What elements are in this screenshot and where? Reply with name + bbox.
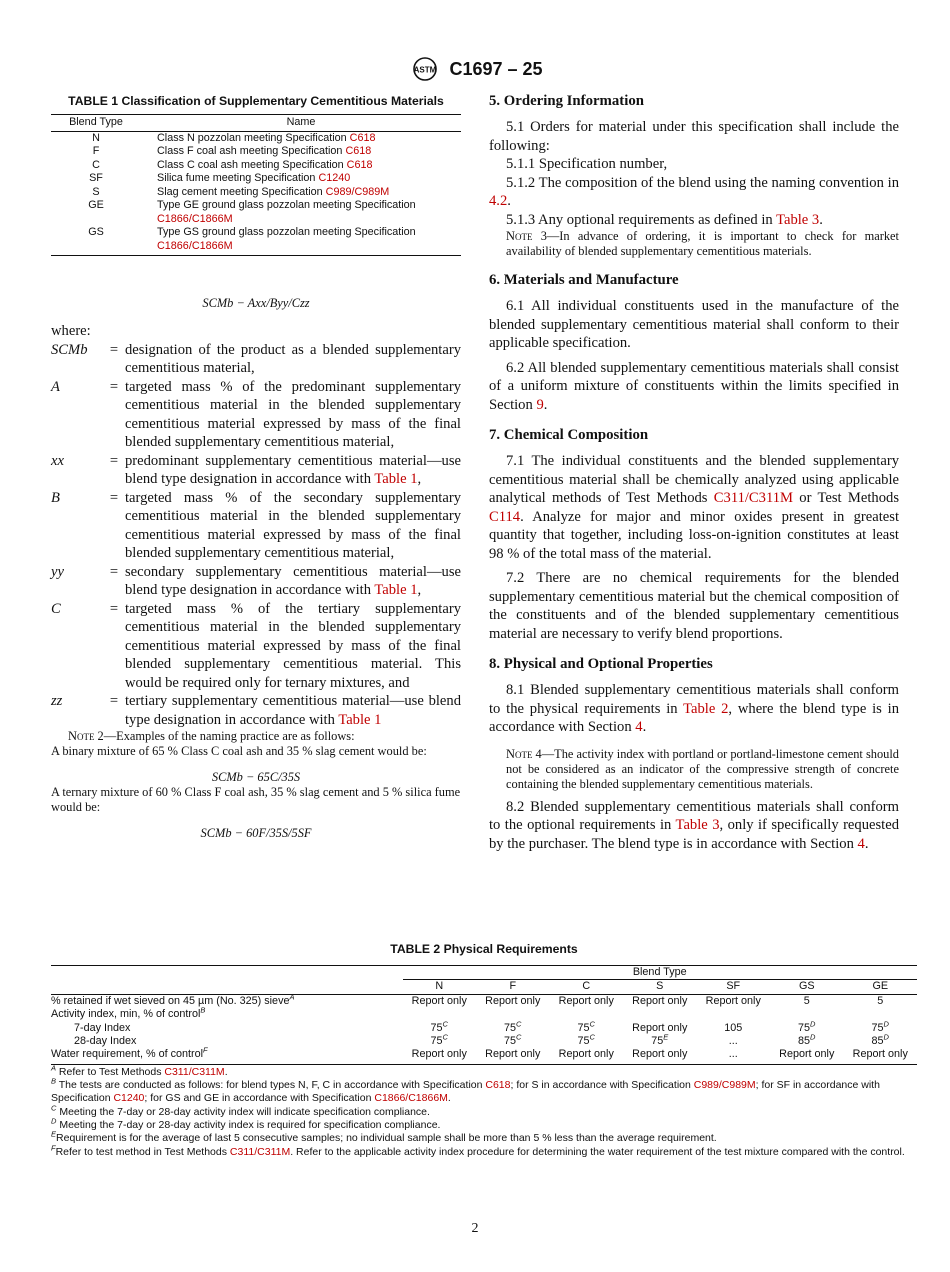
table2-cell: Report only [705, 994, 761, 1007]
table2-footnote: $^B$ The tests are conducted as follows: for blend types N, F, C in accordance with Specification C618; for S in accordance with Specification C989/C989M; for SF in accordance with Specification C1240; for GS and GE in accordance with Specification C1866/C1866M. [51, 1076, 880, 1105]
footnote-mark: D [883, 1019, 889, 1029]
table2-row [51, 1035, 917, 1048]
note-label: Note [68, 729, 95, 743]
table2-cell: $75^C$ [430, 1032, 448, 1048]
footnote-mark: F [203, 1045, 208, 1055]
table2-row [51, 1048, 917, 1061]
table2-cell: Report only [411, 1048, 467, 1061]
table2-footnote: $^D$ Meeting the 7-day or 28-day activity index is required for specification compliance. [51, 1116, 441, 1132]
equals-sign: = [109, 341, 119, 358]
spec-link[interactable]: C618 [349, 131, 376, 144]
blend-name-cell: Type GS ground glass pozzolan meeting Specification C1866/C1866M [141, 226, 461, 256]
para-8-1: 8.1 Blended supplementary cementitious materials shall conform to the physical requirements in Table 2, where the blend type is in accordance with Section 4. [489, 682, 900, 735]
para-8-2: 8.2 Blended supplementary cementitious materials shall conform to the optional requirements in Table 3, only if specifically requested by the purchaser. The blend type is in accordance with Section 4. [489, 798, 899, 852]
footnote-mark: C [516, 1032, 522, 1042]
table2-col-header: S [656, 980, 664, 993]
table-1-link[interactable]: Table 1 [374, 471, 418, 487]
naming-formula: SCMb − Axx/Byy/Czz [202, 296, 310, 310]
table2-cell [550, 1008, 624, 1021]
definition-symbol: zz [51, 693, 63, 709]
blend-type-cell: S [92, 185, 100, 198]
table2-cell [697, 1008, 771, 1021]
c311-link[interactable]: C311/C311M [713, 490, 793, 506]
definition-row [51, 341, 461, 378]
table2-row-label: 7-day Index [74, 1021, 131, 1034]
table2-footnote: $^F$Refer to test method in Test Methods C311/C311M. Refer to the applicable activity index procedure for determining the water requirement of the test mixture compared with the control. [51, 1143, 905, 1158]
spec-link[interactable]: C1866/C1866M [157, 212, 233, 225]
definition-symbol: SCMb [51, 341, 88, 358]
section-7-title: 7. Chemical Composition [489, 427, 649, 443]
where-label: where: [51, 323, 91, 339]
table2-cell: Report only [411, 994, 467, 1007]
definition-row [51, 378, 461, 452]
table2-cell [844, 1008, 918, 1021]
blend-type-cell: C [92, 158, 100, 171]
definition-text: designation of the product as a blended supplementary cementitious material, [125, 341, 461, 376]
para-7-1: 7.1 The individual constituents and the blended supplementary cementitious material shall be chemically analyzed using applicable analytical methods of Test Methods C311/C311M or Test Methods C114. Analyze for major and minor oxides present in greatest quantity that together, including loss-on-ignition constitutes at least 98 % of the total mass of the material. [489, 453, 899, 562]
table2-caption: TABLE 2 Physical Requirements [390, 942, 578, 956]
section-5-title: 5. Ordering Information [489, 93, 644, 109]
page-header [0, 56, 950, 82]
table2-cell [623, 1008, 697, 1021]
definition-symbol: B [51, 489, 60, 506]
definition-row [51, 452, 461, 489]
table1-row [51, 159, 461, 173]
footnote-mark: D [883, 1032, 889, 1042]
right-column [489, 92, 899, 853]
footnote-mark: D [810, 1019, 816, 1029]
table2-cell [770, 1008, 844, 1021]
table2-cell: $75^C$ [504, 1032, 522, 1048]
binary-example-text: A binary mixture of 65 % Class C coal ash and 35 % slag cement would be: [51, 744, 427, 758]
blend-name-cell: Type GE ground glass pozzolan meeting Specification C1866/C1866M [157, 199, 416, 225]
table-3-link-2[interactable]: Table 3 [675, 817, 720, 833]
section-9-link[interactable]: 9 [536, 396, 544, 413]
spec-link[interactable]: C989/C989M [325, 185, 390, 198]
definition-symbol: xx [51, 452, 64, 469]
equals-sign: = [109, 489, 119, 506]
table2-col-header: GE [872, 980, 889, 993]
standard-designation: C1697 – 25 [449, 58, 543, 79]
table2-group-header: Blend Type [403, 966, 918, 980]
blend-type-cell: GS [51, 226, 141, 256]
table2-cell: Report only [632, 994, 688, 1007]
para-5-1: 5.1 Orders for material under this specification shall include the following: [489, 119, 899, 154]
table2-cell: $75^D$ [798, 1019, 816, 1034]
page-number: 2 [471, 1221, 479, 1236]
spec-link[interactable]: C1866/C1866M [157, 239, 233, 252]
definition-row [51, 692, 461, 729]
footnote-mark: C [51, 1103, 57, 1113]
table2-section [51, 940, 917, 1159]
spec-link[interactable]: C618 [346, 158, 373, 171]
table2-cell: Report only [852, 1048, 908, 1061]
table1-row [51, 172, 461, 186]
footnote-mark: C [442, 1032, 448, 1042]
footnote-mark: B [200, 1005, 206, 1015]
table2-row [51, 1022, 917, 1035]
astm-logo-icon [407, 56, 443, 82]
definition-symbol: A [51, 378, 60, 395]
spec-link[interactable]: C618 [345, 145, 372, 157]
spec-link[interactable]: C311/C311M [229, 1145, 291, 1158]
table2-cell: $75^E$ [651, 1032, 669, 1048]
section-4-link[interactable]: 4 [635, 719, 643, 735]
spec-link[interactable]: C618 [485, 1079, 511, 1092]
table2-row-label: % retained if wet sieved on 45 µm (No. 325) sieve$^A$ [51, 992, 295, 1007]
footnote-mark: D [810, 1032, 816, 1042]
blend-name-cell: Silica fume meeting Specification C1240 [157, 172, 351, 184]
table-1-link[interactable]: Table 1 [338, 711, 382, 728]
spec-link[interactable]: C989/C989M [693, 1079, 756, 1092]
note-2: Note 2—Examples of the naming practice are as follows: [68, 729, 355, 743]
para-6-1: 6.1 All individual constituents used in the manufacture of the blended supplementary cementitious material shall conform to their applicable specification. [489, 298, 899, 351]
footnote-mark: C [589, 1019, 595, 1029]
table2-col-header: C [582, 980, 591, 993]
ternary-example-text: A ternary mixture of 60 % Class F coal ash, 35 % slag cement and 5 % silica fume would be: [51, 785, 461, 814]
equals-sign: = [109, 452, 119, 469]
binary-formula: SCMb − 65C/35S [211, 770, 301, 784]
svg-text:ASTM: ASTM [414, 65, 437, 75]
table2-cell: Report only [485, 994, 541, 1007]
equals-sign: = [109, 600, 119, 617]
table2-col-header: F [509, 980, 517, 993]
spec-link[interactable]: C311/C311M [164, 1065, 225, 1078]
table2-footnotes [51, 1063, 917, 1159]
table2-cell: Report only [558, 994, 614, 1007]
table2-cell: $75^C$ [504, 1019, 522, 1034]
equals-sign: = [109, 693, 119, 709]
table-2-link[interactable]: Table 2 [683, 700, 729, 717]
table2-footnote: $^C$ Meeting the 7-day or 28-day activity index will indicate specification compliance. [51, 1103, 430, 1118]
blend-name-cell: Class C coal ash meeting Specification C618 [157, 158, 373, 171]
blend-type-cell: GE [88, 199, 104, 211]
blend-type-cell: F [92, 145, 100, 157]
section-4-2-link[interactable]: 4.2 [489, 193, 508, 209]
definition-text: secondary supplementary cementitious material—use blend type designation in accordance with Table 1, [125, 563, 461, 598]
equals-sign: = [109, 563, 119, 580]
table2-cell: Report only [632, 1021, 688, 1034]
table2-cell: ... [728, 1035, 738, 1048]
table1-row [51, 186, 461, 200]
table-3-link[interactable]: Table 3 [776, 211, 820, 228]
footnote-mark: F [51, 1143, 56, 1153]
section-6-title: 6. Materials and Manufacture [489, 272, 679, 288]
table1-row [51, 199, 461, 226]
table2-row-label: Activity index, min, % of control$^B$ [51, 1005, 206, 1021]
table1-row [51, 145, 461, 159]
footnote-mark: A [289, 992, 295, 1002]
table2-cell: $75^D$ [871, 1019, 889, 1034]
section-8-title: 8. Physical and Optional Properties [489, 656, 713, 672]
table1-col-name: Name [141, 115, 461, 132]
table2-cell: Report only [632, 1048, 688, 1061]
table2-cell: 5 [803, 994, 810, 1007]
table2-cell: $85^D$ [798, 1032, 816, 1048]
footnote-mark: B [51, 1076, 57, 1086]
table2-row [51, 1008, 917, 1021]
table2-cell: $75^C$ [430, 1019, 448, 1034]
spec-link[interactable]: C1240 [113, 1092, 145, 1105]
table2-col-header: SF [726, 980, 741, 993]
blend-name-cell: Class F coal ash meeting Specification C618 [157, 145, 372, 157]
footnote-mark: A [51, 1063, 57, 1073]
table2-cell: 5 [877, 994, 884, 1007]
table2-cell: ... [728, 1048, 738, 1061]
definition-text: tertiary supplementary cementitious material—use blend type designation in accordance with Table 1 [125, 693, 461, 728]
table2-footnote: $^A$ Refer to Test Methods C311/C311M. [51, 1063, 228, 1078]
definition-text: targeted mass % of the tertiary supplementary cementitious material in the blended supplementary cementitious material expressed by mass of the final blended supplementary cementitious material. This would be required only for ternary mixtures, and [125, 600, 461, 691]
para-7-2: 7.2 There are no chemical requirements for the blended supplementary cementitious material but the chemical composition of the constituents and of the blended supplementary cementitious material are necessary to verify blend proportions. [489, 570, 899, 642]
para-6-2: 6.2 All blended supplementary cementitious materials shall consist of a uniform mixture of constituents within the limits specified in Section 9. [489, 359, 899, 413]
table2-cell: Report only [558, 1048, 614, 1061]
table2-cell [476, 1008, 550, 1021]
note-4: Note 4—The activity index with portland or portland-limestone cement should not be considered as an indicator of the compressive strength of concrete containing the blended supplementary cementitious materials. [506, 746, 899, 791]
definition-text: targeted mass % of the secondary supplementary cementitious material in the blended supplementary cementitious material expressed by mass of the final blended supplementary cementitious material, [125, 489, 461, 561]
definition-symbol: C [51, 600, 61, 617]
para-5-1-2: 5.1.2 The composition of the blend using the naming convention in 4.2. [489, 174, 899, 209]
table2-cell: Report only [485, 1048, 541, 1061]
blend-type-cell: N [92, 131, 100, 144]
definition-row [51, 600, 461, 693]
footnote-mark: D [51, 1116, 57, 1126]
para-5-1-3: 5.1.3 Any optional requirements as defined in Table 3. [506, 211, 823, 228]
table1-row [51, 131, 461, 145]
table2-cell: $75^C$ [577, 1032, 595, 1048]
blend-name-cell: Slag cement meeting Specification C989/C989M [157, 185, 390, 198]
para-5-1-1: 5.1.1 Specification number, [506, 156, 668, 172]
table2-row-label: 28-day Index [74, 1035, 137, 1048]
table2-row [51, 994, 917, 1008]
footnote-mark: E [51, 1129, 57, 1139]
table2-col-header: N [435, 980, 444, 993]
spec-link[interactable]: C1866/C1866M [374, 1092, 448, 1105]
definition-symbol: yy [51, 563, 64, 580]
table1-caption: TABLE 1 Classification of Supplementary Cementitious Materials [68, 94, 444, 108]
footnote-mark: C [442, 1019, 448, 1029]
equals-sign: = [109, 378, 119, 395]
table2-cell: $75^C$ [577, 1019, 595, 1034]
spec-link[interactable]: C1240 [318, 172, 351, 184]
footnote-mark: C [516, 1019, 522, 1029]
table2 [51, 965, 917, 1062]
blend-type-cell: SF [89, 172, 103, 184]
definition-row [51, 563, 461, 600]
ternary-formula: SCMb − 60F/35S/5SF [200, 826, 312, 840]
definition-row [51, 489, 461, 563]
c114-link[interactable]: C114 [489, 508, 521, 525]
table2-row-label: Water requirement, % of control$^F$ [51, 1045, 208, 1061]
section-4-link-2[interactable]: 4 [857, 835, 865, 852]
table2-cell [403, 1008, 477, 1021]
table2-cell: 105 [724, 1021, 743, 1034]
table2-cell: $85^D$ [871, 1032, 889, 1048]
note-3: Note 3—In advance of ordering, it is important to check for market availability of blended supplementary cementitious materials. [506, 229, 899, 258]
definition-text: targeted mass % of the predominant supplementary cementitious material in the blended supplementary cementitious material expressed by mass of the final blended supplementary cementitious material, [125, 378, 461, 450]
definition-text: predominant supplementary cementitious material—use blend type designation in accordance with Table 1, [125, 452, 461, 487]
table2-footnote: $^E$Requirement is for the average of last 5 consecutive samples; no individual sample shall be more than 5 % less than the average requirement. [51, 1129, 717, 1145]
table2-cell: Report only [779, 1048, 835, 1061]
footnote-mark: C [589, 1032, 595, 1042]
left-column [51, 92, 461, 841]
table1 [51, 114, 461, 256]
blend-name-cell: Class N pozzolan meeting Specification C618 [157, 131, 376, 144]
definition-list [51, 341, 461, 730]
footnote-mark: E [663, 1032, 669, 1042]
table-1-link[interactable]: Table 1 [374, 582, 418, 598]
table1-row [51, 226, 461, 256]
table1-col-blend: Blend Type [51, 115, 141, 132]
table2-col-header: GS [798, 980, 815, 993]
